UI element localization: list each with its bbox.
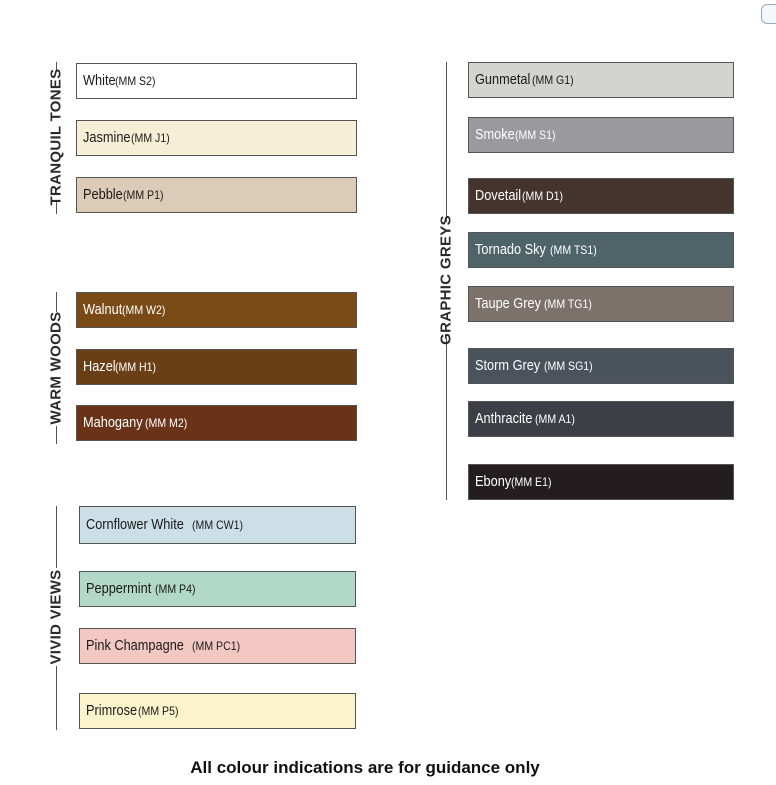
swatch-name: Ebony (475, 474, 512, 490)
swatch-name: Pebble (83, 187, 123, 203)
swatch-code: (MM H1) (114, 360, 156, 374)
vivid-line-top (56, 506, 57, 568)
swatch-name: Tornado Sky (475, 242, 546, 258)
swatch-name: Jasmine (83, 130, 131, 146)
swatch-code: (MM D1) (521, 189, 563, 203)
swatch-storm-grey (468, 348, 734, 384)
swatch-name: Storm Grey (475, 358, 541, 374)
swatch-code: (MM P5) (138, 704, 179, 718)
swatch-pebble (76, 177, 357, 213)
swatch-name: Anthracite (475, 411, 533, 427)
swatch-code: (MM M2) (145, 416, 188, 430)
swatch-gunmetal (468, 62, 734, 98)
swatch-name: Hazel (83, 359, 116, 375)
swatch-mahogany (76, 405, 357, 441)
swatch-name: Smoke (475, 127, 515, 143)
swatch-code: (MM S1) (514, 128, 556, 142)
swatch-code: (MM TS1) (550, 243, 597, 257)
swatch-code: (MM E1) (510, 475, 552, 489)
graphic-line-bottom (446, 338, 447, 500)
swatch-code: (MM SG1) (543, 359, 593, 373)
swatch-hazel (76, 349, 357, 385)
swatch-dovetail (468, 178, 734, 214)
swatch-name: Pink Champagne (86, 638, 184, 654)
swatch-walnut (76, 292, 357, 328)
swatch-code: (MM A1) (534, 412, 575, 426)
warm-line-bottom (56, 426, 57, 444)
swatch-code: (MM G1) (532, 73, 574, 87)
graphic-line-top (446, 62, 447, 222)
swatch-primrose (79, 693, 356, 729)
swatch-code: (MM P1) (122, 188, 164, 202)
swatch-name: Cornflower White (86, 517, 184, 533)
swatch-code: (MM PC1) (191, 639, 240, 653)
swatch-code: (MM P4) (154, 582, 196, 596)
vivid-line-bottom (56, 666, 57, 730)
swatch-name: White (83, 73, 116, 89)
group-label-warm-woods: WARM WOODS (47, 311, 65, 425)
swatch-jasmine (76, 120, 357, 156)
swatch-name: Walnut (83, 302, 123, 318)
swatch-name: Dovetail (475, 188, 522, 204)
warm-line-top (56, 292, 57, 312)
swatch-code: (MM S2) (114, 74, 156, 88)
swatch-smoke (468, 117, 734, 153)
swatch-taupe-grey (468, 286, 734, 322)
swatch-cornflower-white (79, 506, 356, 544)
swatch-code: (MM W2) (122, 303, 166, 317)
swatch-code: (MM J1) (131, 131, 171, 145)
swatch-name: Gunmetal (475, 72, 531, 88)
swatch-name: Mahogany (83, 415, 143, 431)
swatch-name: Taupe Grey (475, 296, 541, 312)
swatch-ebony (468, 464, 734, 500)
swatch-name: Primrose (86, 703, 138, 719)
footer-disclaimer: All colour indications are for guidance only (190, 758, 540, 777)
group-label-tranquil-tones: TRANQUIL TONES (47, 68, 65, 206)
swatch-name: Peppermint (86, 581, 152, 597)
swatch-anthracite (468, 401, 734, 437)
swatch-pink-champagne (79, 628, 356, 664)
swatch-peppermint (79, 571, 356, 607)
group-label-vivid-views: VIVID VIEWS (47, 569, 65, 665)
swatch-white (76, 63, 357, 99)
corner-tab-icon[interactable] (761, 4, 776, 24)
group-label-graphic-greys: GRAPHIC GREYS (437, 215, 455, 345)
swatch-tornado-sky (468, 232, 734, 268)
swatch-code: (MM CW1) (191, 518, 243, 532)
swatch-code: (MM TG1) (544, 297, 593, 311)
